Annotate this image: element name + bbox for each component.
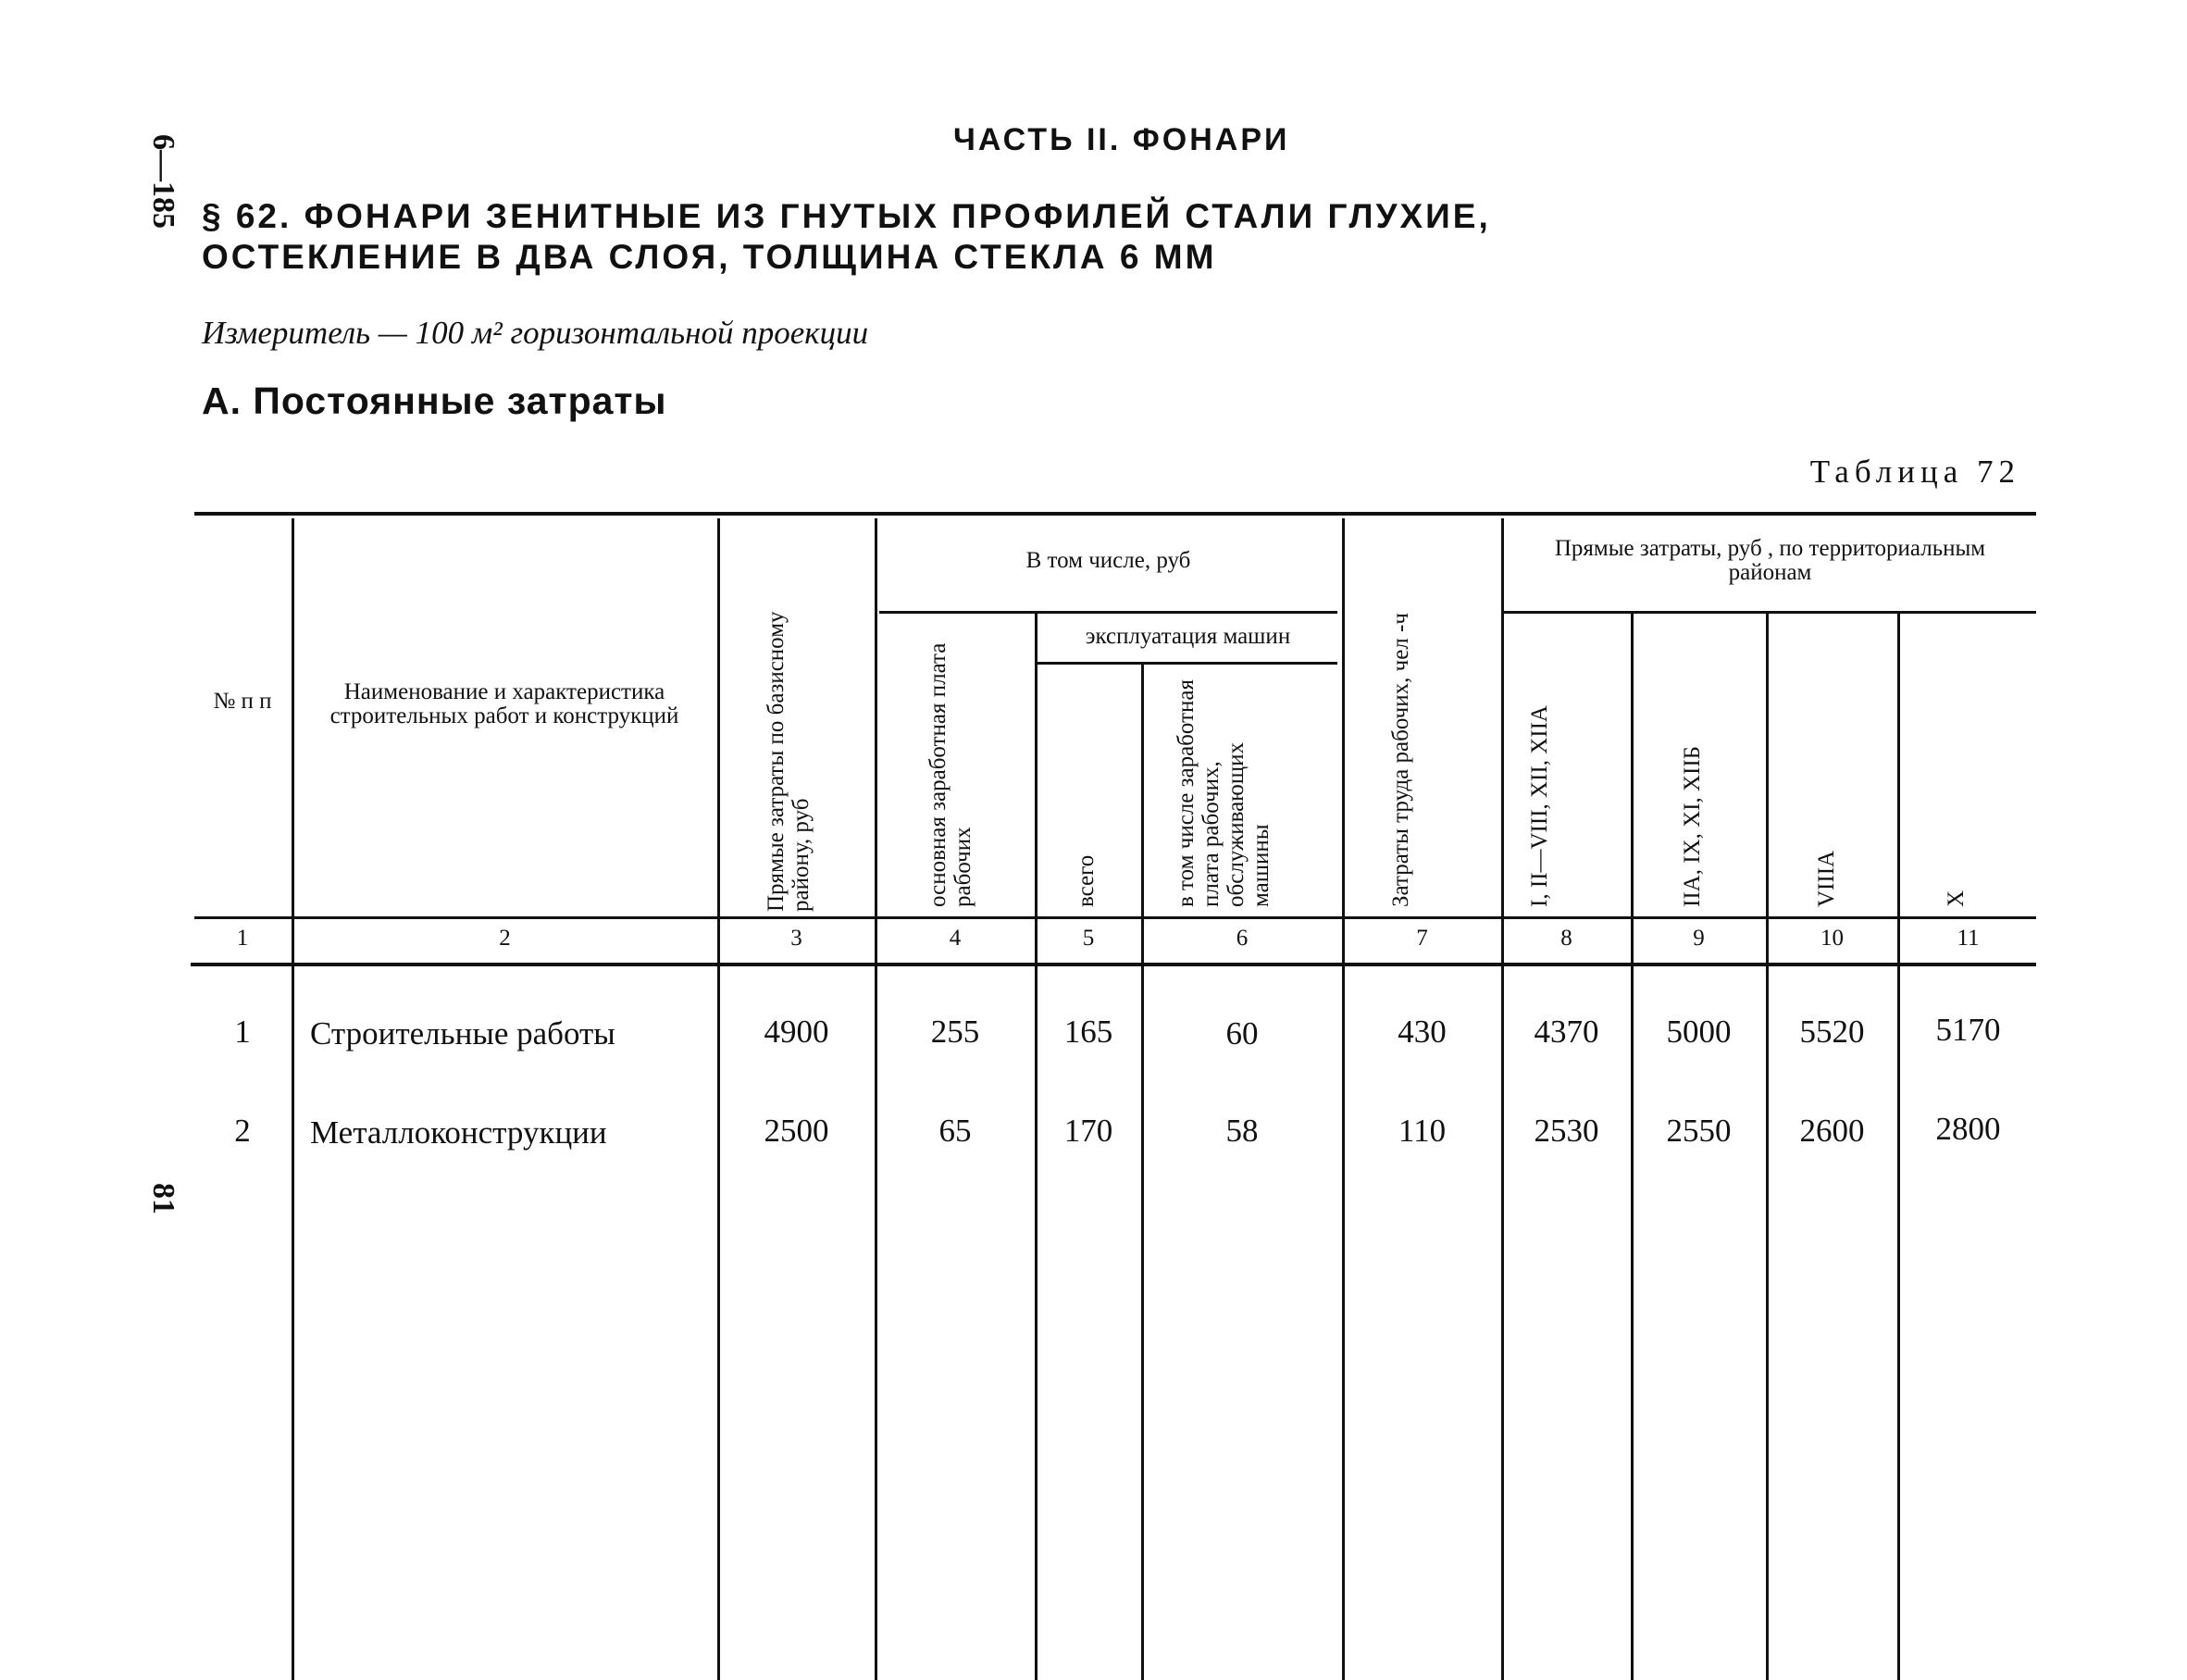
cell-base-wage: 65 xyxy=(938,1113,972,1149)
section-title-line2: ОСТЕКЛЕНИЕ В ДВА СЛОЯ, ТОЛЩИНА СТЕКЛА 6 ММ xyxy=(202,238,1217,276)
col-number-10: 10 xyxy=(1820,926,1844,951)
page-number: 81 xyxy=(146,1183,180,1214)
col-number-11: 11 xyxy=(1957,926,1980,951)
header-region-3: VIIIА xyxy=(1814,850,1839,907)
cell-machines-wage: 58 xyxy=(1225,1113,1259,1149)
cell-machines-total: 170 xyxy=(1063,1113,1113,1149)
header-name: Наименование и характеристика строительных работ и конструкций xyxy=(329,679,679,728)
header-base-wage: основная заработная плата рабочих xyxy=(926,642,975,907)
cell-machines-total: 165 xyxy=(1063,1014,1113,1050)
vline-2 xyxy=(717,518,720,1680)
header-labor: Затраты труда рабочих, чел -ч xyxy=(1388,613,1413,907)
machines-group-rule xyxy=(1037,662,1337,665)
header-region-4: X xyxy=(1944,890,1969,907)
header-incl-group: В том числе, руб xyxy=(1025,548,1191,573)
vline-1 xyxy=(292,518,294,1680)
row-name: Металлоконструкции xyxy=(310,1114,607,1151)
row-number: 1 xyxy=(234,1014,251,1050)
header-region-1: I, II—VIII, XII, XIIА xyxy=(1527,705,1552,907)
numbers-bottom-rule xyxy=(191,963,2036,966)
cell-region-3: 2600 xyxy=(1799,1113,1865,1149)
col-number-6: 6 xyxy=(1236,926,1249,951)
cell-machines-wage: 60 xyxy=(1225,1015,1259,1052)
cell-base-wage: 255 xyxy=(930,1014,980,1050)
header-bottom-rule xyxy=(194,916,2036,919)
col-number-3: 3 xyxy=(790,926,802,951)
col-number-5: 5 xyxy=(1082,926,1095,951)
row-name: Строительные работы xyxy=(310,1015,615,1052)
col-number-9: 9 xyxy=(1693,926,1705,951)
part-title: ЧАСТЬ II. ФОНАРИ xyxy=(953,122,1290,157)
header-machines-wage: в том числе заработная плата рабочих, обслуживающих машины xyxy=(1174,679,1274,907)
table-top-rule xyxy=(194,512,2036,516)
regions-group-rule xyxy=(1504,611,2036,614)
incl-group-rule xyxy=(879,611,1337,614)
col-number-8: 8 xyxy=(1560,926,1572,951)
col-number-7: 7 xyxy=(1416,926,1428,951)
document-code: 6—185 xyxy=(146,134,180,229)
col-number-4: 4 xyxy=(949,926,962,951)
cell-region-1: 4370 xyxy=(1534,1014,1599,1050)
header-num: № п п xyxy=(213,689,272,714)
subsection-title: А. Постоянные затраты xyxy=(202,380,667,422)
header-direct-costs: Прямые затраты по базисному району, руб xyxy=(764,611,814,912)
vline-5 xyxy=(1141,665,1144,1680)
header-machines-group: эксплуатация машин xyxy=(1085,624,1291,649)
cell-region-2: 2550 xyxy=(1666,1113,1732,1149)
measure-unit: Измеритель — 100 м² горизонтальной проекции xyxy=(202,315,869,351)
cell-region-3: 5520 xyxy=(1799,1014,1865,1050)
cell-direct-costs: 2500 xyxy=(764,1113,829,1149)
cell-region-4: 2800 xyxy=(1935,1111,2001,1147)
cell-direct-costs: 4900 xyxy=(764,1014,829,1050)
header-machines-total: всего xyxy=(1074,854,1099,907)
cell-region-2: 5000 xyxy=(1666,1014,1732,1050)
cell-labor: 110 xyxy=(1398,1113,1447,1149)
section-title-line1: § 62. ФОНАРИ ЗЕНИТНЫЕ ИЗ ГНУТЫХ ПРОФИЛЕЙ СТАЛИ ГЛУХИЕ, xyxy=(202,197,1491,235)
cell-labor: 430 xyxy=(1398,1014,1447,1050)
vline-7 xyxy=(1501,518,1504,1680)
cell-region-1: 2530 xyxy=(1534,1113,1599,1149)
row-number: 2 xyxy=(234,1113,251,1149)
header-region-2: IIА, IX, XI, XIIБ xyxy=(1680,745,1705,907)
vline-3 xyxy=(875,518,877,1680)
table-label: Таблица 72 xyxy=(1809,454,2020,490)
cell-region-4: 5170 xyxy=(1935,1012,2001,1048)
col-number-1: 1 xyxy=(236,926,249,951)
vline-6 xyxy=(1342,518,1345,1680)
header-regions-group: Прямые затраты, руб , по территориальным районам xyxy=(1554,536,1986,585)
col-number-2: 2 xyxy=(499,926,511,951)
